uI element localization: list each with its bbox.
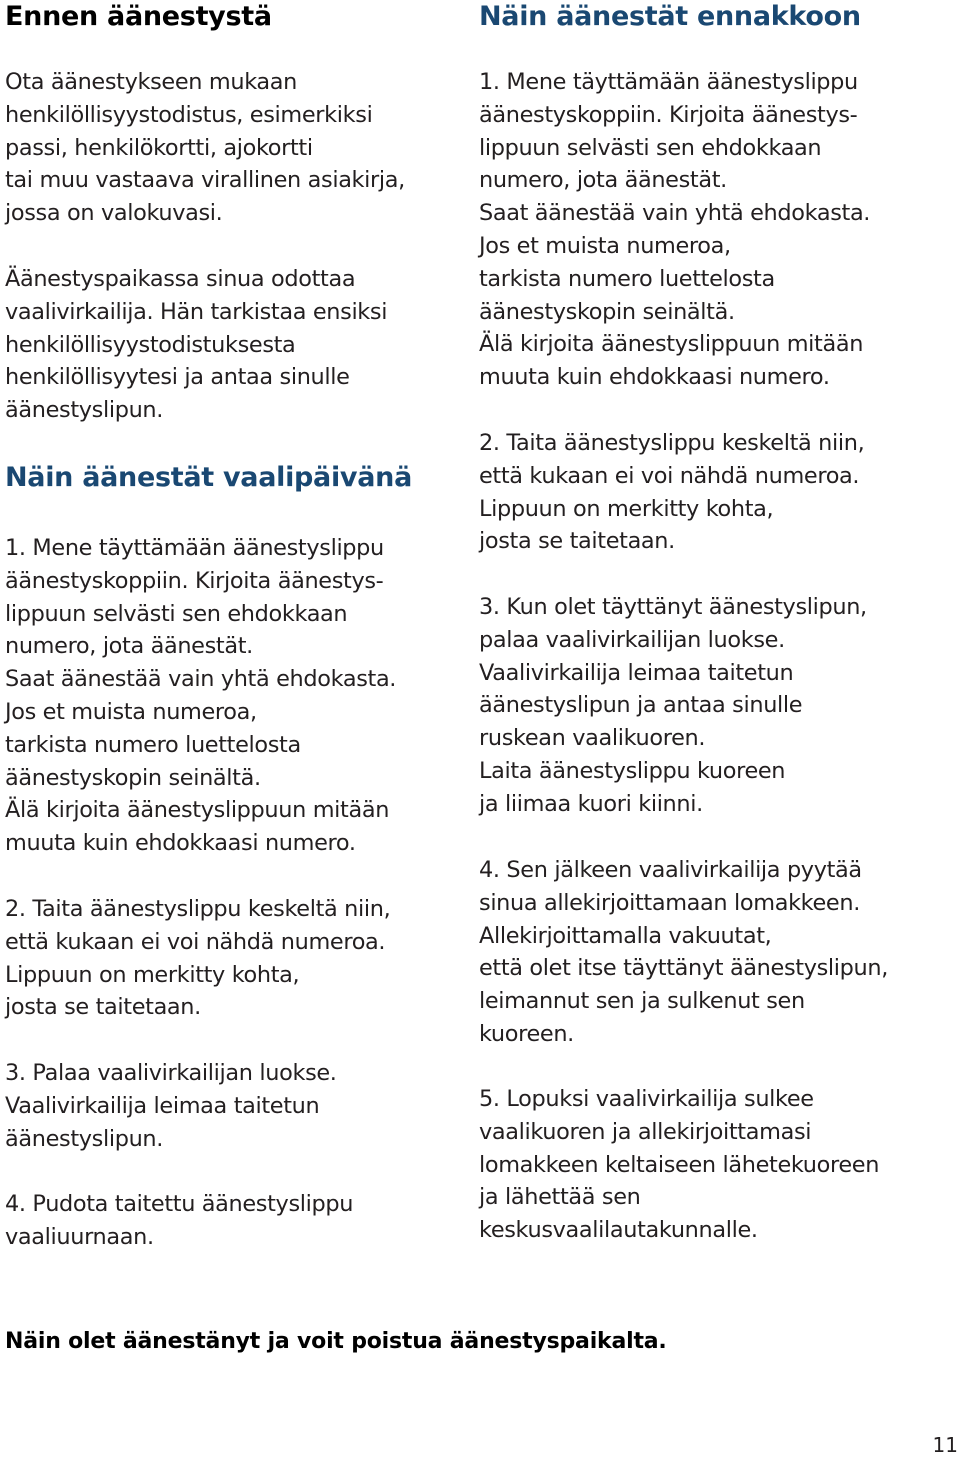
heading-election-day: Näin äänestät vaalipäivänä <box>5 462 412 493</box>
text-line: äänestyskoppiin. Kirjoita äänestys- <box>479 101 858 128</box>
text-line: lippuun selvästi sen ehdokkaan <box>479 134 822 161</box>
text-line: että olet itse täyttänyt äänestyslipun, <box>479 955 888 982</box>
text-line: Lippuun on merkitty kohta, <box>479 495 774 522</box>
text-line: muuta kuin ehdokkaasi numero. <box>5 830 356 857</box>
text-line: Ota äänestykseen mukaan <box>5 69 297 95</box>
text-line: josta se taitetaan. <box>479 528 675 555</box>
text-line: henkilöllisyystodistuksesta <box>5 331 296 358</box>
election-day-step-1 <box>5 532 396 860</box>
text-line: Saat äänestää vain yhtä ehdokasta. <box>5 666 397 693</box>
text-line: äänestyskopin seinältä. <box>5 764 261 791</box>
text-line: äänestyskopin seinältä. <box>479 298 735 325</box>
text-line: 1. Mene täyttämään äänestyslippu <box>479 69 858 95</box>
text-line: passi, henkilökortti, ajokortti <box>5 134 313 161</box>
text-line: Älä kirjoita äänestyslippuun mitään <box>479 331 864 358</box>
heading-before-voting: Ennen äänestystä <box>5 1 272 32</box>
text-line: 2. Taita äänestyslippu keskeltä niin, <box>5 896 391 922</box>
election-day-step-2 <box>5 893 390 1024</box>
text-line: numero, jota äänestät. <box>5 633 253 660</box>
advance-step-2 <box>479 427 864 558</box>
text-line: äänestyslipun. <box>5 397 164 424</box>
text-line: leimannut sen ja sulkenut sen <box>479 988 805 1015</box>
text-line: kuoreen. <box>479 1020 574 1047</box>
text-line: Lippuun on merkitty kohta, <box>5 961 300 988</box>
text-line: Vaalivirkailija leimaa taitetun <box>479 659 794 686</box>
advance-step-4 <box>479 854 888 1051</box>
text-line: lippuun selvästi sen ehdokkaan <box>5 600 348 627</box>
text-line: numero, jota äänestät. <box>479 167 727 194</box>
text-line: ja lähettää sen <box>479 1184 641 1211</box>
text-line: että kukaan ei voi nähdä numeroa. <box>5 928 386 955</box>
text-line: Laita äänestyslippu kuoreen <box>479 757 786 784</box>
text-line: lomakkeen keltaiseen lähetekuoreen <box>479 1151 880 1178</box>
text-line: 3. Kun olet täyttänyt äänestyslipun, <box>479 594 867 620</box>
text-line: Vaalivirkailija leimaa taitetun <box>5 1092 320 1119</box>
text-line: vaaliuurnaan. <box>5 1223 154 1250</box>
text-line: 1. Mene täyttämään äänestyslippu <box>5 535 384 561</box>
text-line: sinua allekirjoittamaan lomakkeen. <box>479 889 860 916</box>
text-line: henkilöllisyytesi ja antaa sinulle <box>5 364 350 391</box>
election-day-step-4 <box>5 1188 353 1254</box>
page-number: 11 <box>932 1433 958 1457</box>
text-line: äänestyslipun ja antaa sinulle <box>479 692 803 719</box>
advance-step-1 <box>479 66 870 394</box>
polling-place-paragraph <box>5 263 387 427</box>
text-line: josta se taitetaan. <box>5 994 201 1021</box>
text-line: henkilöllisyystodistus, esimerkiksi <box>5 101 373 128</box>
text-line: Allekirjoittamalla vakuutat, <box>479 922 772 949</box>
text-line: 2. Taita äänestyslippu keskeltä niin, <box>479 430 865 456</box>
heading-advance-voting: Näin äänestät ennakkoon <box>479 1 861 32</box>
text-line: muuta kuin ehdokkaasi numero. <box>479 364 830 391</box>
text-line: palaa vaalivirkailijan luokse. <box>479 626 785 653</box>
text-line: 3. Palaa vaalivirkailijan luokse. <box>5 1060 337 1086</box>
text-line: 5. Lopuksi vaalivirkailija sulkee <box>479 1086 814 1112</box>
text-line: ja liimaa kuori kiinni. <box>479 790 703 817</box>
text-line: tarkista numero luettelosta <box>479 265 775 292</box>
text-line: äänestyslipun. <box>5 1125 164 1152</box>
text-line: äänestyskoppiin. Kirjoita äänestys- <box>5 567 384 594</box>
text-line: jossa on valokuvasi. <box>5 200 223 227</box>
text-line: Älä kirjoita äänestyslippuun mitään <box>5 797 390 824</box>
advance-step-5 <box>479 1083 879 1247</box>
text-line: vaalikuoren ja allekirjoittamasi <box>479 1118 812 1145</box>
advance-step-3 <box>479 591 867 821</box>
text-line: Jos et muista numeroa, <box>479 232 731 259</box>
election-day-step-3 <box>5 1057 337 1155</box>
text-line: keskusvaalilautakunnalle. <box>479 1217 758 1244</box>
text-line: 4. Pudota taitettu äänestyslippu <box>5 1191 354 1217</box>
text-line: että kukaan ei voi nähdä numeroa. <box>479 462 860 489</box>
text-line: tai muu vastaava virallinen asiakirja, <box>5 167 405 194</box>
closing-statement: Näin olet äänestänyt ja voit poistua äänestyspaikalta. <box>5 1329 667 1354</box>
text-line: vaalivirkailija. Hän tarkistaa ensiksi <box>5 298 388 325</box>
intro-paragraph <box>5 66 405 230</box>
text-line: Saat äänestää vain yhtä ehdokasta. <box>479 200 871 227</box>
text-line: tarkista numero luettelosta <box>5 731 301 758</box>
text-line: Jos et muista numeroa, <box>5 698 257 725</box>
text-line: Äänestyspaikassa sinua odottaa <box>5 266 356 292</box>
text-line: ruskean vaalikuoren. <box>479 725 706 752</box>
text-line: 4. Sen jälkeen vaalivirkailija pyytää <box>479 857 862 883</box>
